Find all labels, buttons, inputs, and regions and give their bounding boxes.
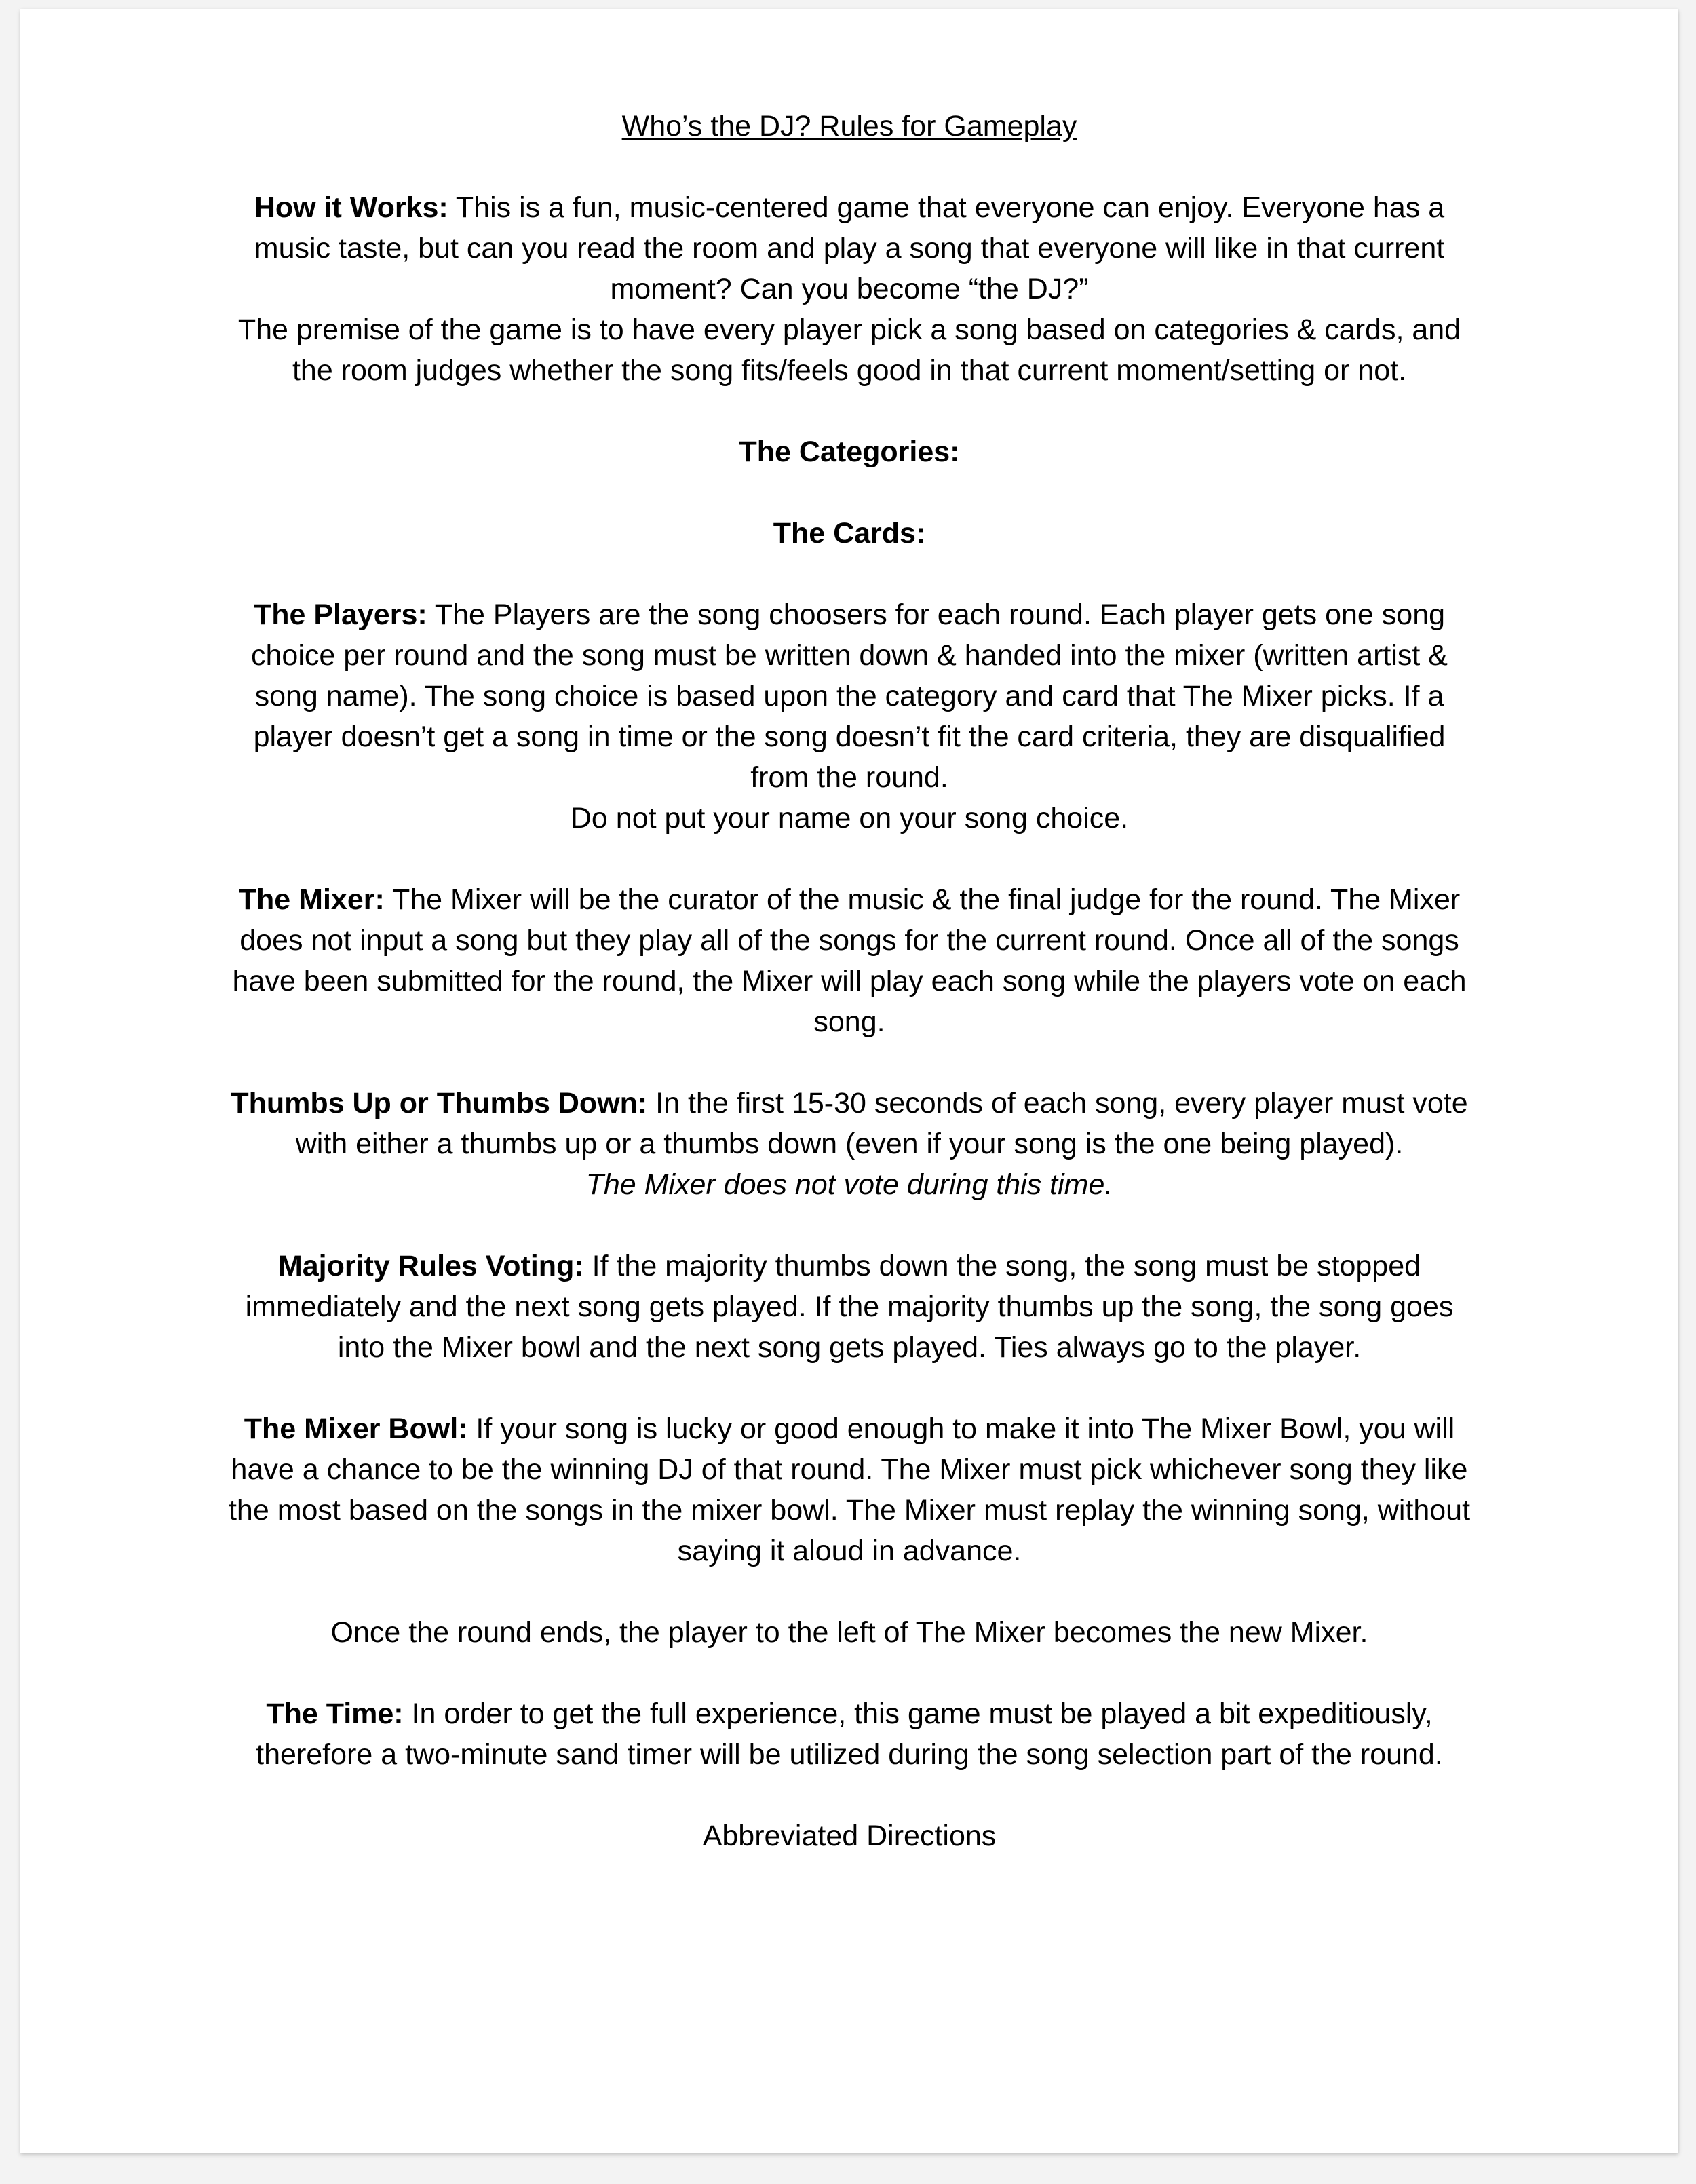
majority-text: If the majority thumbs down the song, the song must be stopped immediately and the next song gets played. If the majority thumbs up the song, the song goes into the Mixer bowl and the next song gets played. Ties always go to the player. bbox=[245, 1250, 1454, 1364]
majority-heading: Majority Rules Voting: bbox=[277, 1250, 584, 1282]
how-it-works-paragraph bbox=[224, 187, 1475, 309]
mixer-text: The Mixer will be the curator of the music & the final judge for the round. The Mixer does not input a song but they play all of the songs for the current round. Once all of the songs have been submitted for the round, the Mixer will play each song while the players vote on each song. bbox=[232, 883, 1467, 1038]
mixer-bowl-heading: The Mixer Bowl: bbox=[244, 1413, 468, 1445]
spacer bbox=[224, 1205, 1475, 1246]
document-body bbox=[224, 106, 1475, 1856]
mixer-bowl-text: If your song is lucky or good enough to make it into The Mixer Bowl, you will have a chance to be the winning DJ of that round. The Mixer must pick whichever song they like the most based on the songs in the mixer bowl. The Mixer must replay the winning song, without saying it aloud in advance. bbox=[228, 1413, 1471, 1567]
players-text: The Players are the song choosers for each round. Each player gets one song choice per round and the song must be written down & handed into the mixer (written artist & song name). The song choice is based upon the category and card that The Mixer picks. If a player doesn’t get a song in time or the song doesn’t fit the card criteria, they are disqualified from the round. bbox=[251, 598, 1448, 794]
how-it-works-text: This is a fun, music-centered game that everyone can enjoy. Everyone has a music taste, but can you read the room and play a song that everyone will like in that current moment? Can you become “the DJ?” bbox=[254, 191, 1445, 305]
spacer bbox=[224, 839, 1475, 879]
spacer bbox=[224, 1042, 1475, 1083]
categories-heading: The Categories: bbox=[739, 436, 960, 468]
round-end-paragraph: Once the round ends, the player to the left of The Mixer becomes the new Mixer. bbox=[330, 1616, 1368, 1649]
spacer bbox=[224, 554, 1475, 594]
spacer bbox=[224, 1368, 1475, 1409]
majority-paragraph bbox=[224, 1246, 1475, 1368]
spacer bbox=[224, 1775, 1475, 1816]
mixer-bowl-paragraph bbox=[224, 1409, 1475, 1571]
spacer bbox=[224, 1571, 1475, 1612]
players-heading: The Players: bbox=[253, 598, 427, 631]
spacer bbox=[224, 472, 1475, 513]
thumbs-heading: Thumbs Up or Thumbs Down: bbox=[231, 1087, 648, 1119]
time-heading: The Time: bbox=[266, 1698, 404, 1730]
mixer-paragraph bbox=[224, 879, 1475, 1042]
players-paragraph bbox=[224, 594, 1475, 798]
thumbs-note: The Mixer does not vote during this time. bbox=[585, 1168, 1113, 1201]
spacer bbox=[224, 147, 1475, 187]
mixer-heading: The Mixer: bbox=[238, 883, 385, 916]
abbreviated-directions: Abbreviated Directions bbox=[702, 1820, 997, 1852]
thumbs-text: In the first 15-30 seconds of each song, every player must vote with either a thumbs up or a thumbs down (even if your song is the one being played). bbox=[295, 1087, 1468, 1160]
spacer bbox=[224, 1653, 1475, 1693]
premise-paragraph: The premise of the game is to have every player pick a song based on categories & cards, and the room judges whether the song fits/feels good in that current moment/setting or not. bbox=[237, 313, 1461, 387]
spacer bbox=[224, 391, 1475, 432]
thumbs-paragraph bbox=[224, 1083, 1475, 1164]
cards-heading: The Cards: bbox=[773, 517, 926, 550]
players-note: Do not put your name on your song choice. bbox=[570, 802, 1129, 835]
document-page bbox=[20, 9, 1678, 2153]
time-paragraph bbox=[224, 1693, 1475, 1775]
how-it-works-heading: How it Works: bbox=[254, 191, 448, 224]
time-text: In order to get the full experience, this game must be played a bit expeditiously, therefore a two-minute sand timer will be utilized during the song selection part of the round. bbox=[256, 1698, 1443, 1771]
document-title: Who’s the DJ? Rules for Gameplay bbox=[621, 110, 1077, 142]
